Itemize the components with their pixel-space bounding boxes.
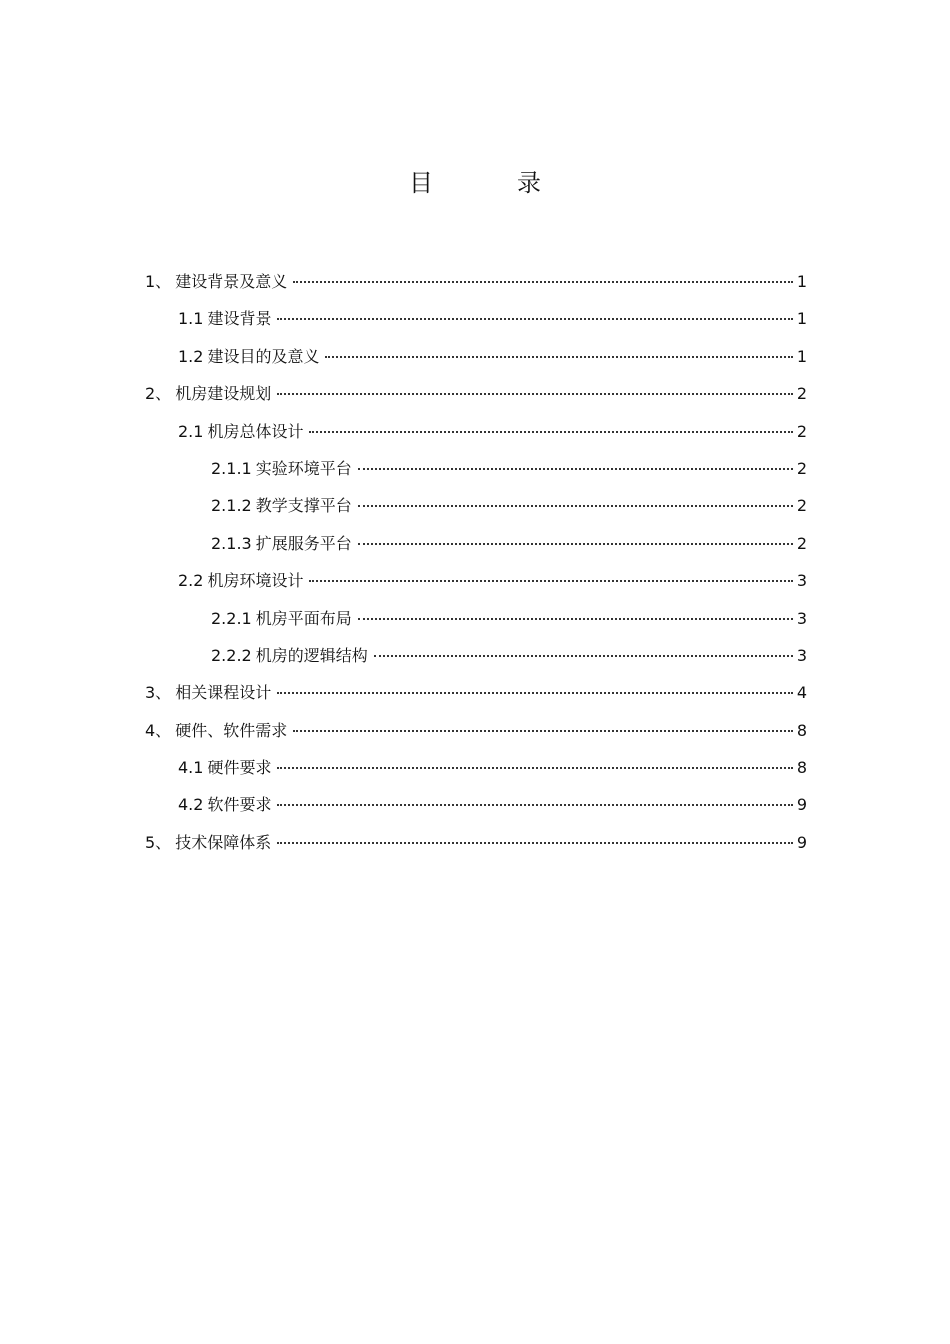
table-of-contents bbox=[145, 263, 807, 861]
toc-entry[interactable] bbox=[145, 487, 807, 524]
toc-entry-page: 3 bbox=[796, 608, 807, 628]
toc-entry-number: 1.1 bbox=[178, 309, 204, 329]
dot-leader bbox=[277, 804, 792, 806]
toc-entry-page: 8 bbox=[796, 720, 807, 740]
toc-entry-title: 实验环境平台 bbox=[255, 458, 352, 478]
toc-entry-page: 2 bbox=[796, 384, 807, 404]
toc-entry-number: 2.1.3 bbox=[211, 533, 252, 553]
toc-entry-number: 5、 bbox=[145, 832, 172, 852]
toc-entry-number: 2、 bbox=[145, 384, 172, 404]
dot-leader bbox=[358, 505, 793, 507]
toc-entry[interactable] bbox=[145, 525, 807, 562]
toc-entry-number: 4.2 bbox=[178, 795, 204, 815]
dot-leader bbox=[309, 580, 792, 582]
toc-entry-title: 机房总体设计 bbox=[207, 421, 304, 441]
toc-entry-page: 2 bbox=[796, 496, 807, 516]
toc-entry-page: 2 bbox=[796, 533, 807, 553]
toc-entry-page: 2 bbox=[796, 458, 807, 478]
dot-leader bbox=[277, 692, 793, 694]
toc-entry[interactable] bbox=[145, 562, 807, 599]
toc-entry-title: 机房建设规划 bbox=[175, 384, 272, 404]
toc-entry-title: 相关课程设计 bbox=[175, 683, 272, 703]
toc-entry[interactable] bbox=[145, 749, 807, 786]
toc-entry-title: 机房环境设计 bbox=[207, 571, 304, 591]
toc-entry-number: 1.2 bbox=[178, 346, 204, 366]
toc-entry-number: 2.1.2 bbox=[211, 496, 252, 516]
toc-entry-title: 建设背景及意义 bbox=[175, 272, 288, 291]
toc-entry[interactable] bbox=[145, 375, 807, 412]
toc-entry[interactable] bbox=[145, 263, 807, 300]
toc-entry-title: 建设背景 bbox=[207, 309, 272, 329]
toc-entry[interactable] bbox=[145, 300, 807, 337]
toc-entry-title: 建设目的及意义 bbox=[207, 346, 320, 366]
toc-entry-page: 4 bbox=[796, 683, 807, 703]
toc-entry-number: 2.1.1 bbox=[211, 458, 252, 478]
toc-entry[interactable] bbox=[145, 712, 807, 749]
dot-leader bbox=[277, 393, 793, 395]
toc-entry-page: 1 bbox=[796, 346, 807, 366]
toc-entry-number: 2.2.1 bbox=[211, 608, 252, 628]
toc-entry-title: 机房的逻辑结构 bbox=[255, 645, 368, 665]
toc-entry-title: 硬件要求 bbox=[207, 758, 272, 778]
toc-entry-number: 2.1 bbox=[178, 421, 204, 441]
dot-leader bbox=[374, 655, 793, 657]
toc-entry-page: 3 bbox=[796, 645, 807, 665]
toc-entry[interactable] bbox=[145, 338, 807, 375]
toc-entry[interactable] bbox=[145, 450, 807, 487]
toc-entry-number: 4、 bbox=[145, 720, 172, 740]
toc-entry-page: 1 bbox=[796, 272, 807, 291]
toc-entry-title: 硬件、软件需求 bbox=[175, 720, 288, 740]
toc-entry-number: 2.2 bbox=[178, 571, 204, 591]
toc-entry-number: 2.2.2 bbox=[211, 645, 252, 665]
dot-leader bbox=[277, 767, 792, 769]
toc-entry[interactable] bbox=[145, 786, 807, 823]
dot-leader bbox=[277, 318, 792, 320]
toc-entry-number: 1、 bbox=[145, 272, 172, 291]
toc-entry-title: 教学支撑平台 bbox=[255, 496, 352, 516]
toc-entry[interactable] bbox=[145, 637, 807, 674]
toc-entry[interactable] bbox=[145, 413, 807, 450]
toc-entry-title: 技术保障体系 bbox=[175, 832, 272, 852]
toc-entry[interactable] bbox=[145, 824, 807, 861]
toc-entry-page: 9 bbox=[796, 795, 807, 815]
dot-leader bbox=[358, 468, 793, 470]
toc-entry-page: 1 bbox=[796, 309, 807, 329]
toc-entry-page: 2 bbox=[796, 421, 807, 441]
page-title: 目 录 bbox=[409, 169, 571, 197]
dot-leader bbox=[277, 842, 793, 844]
toc-entry-title: 扩展服务平台 bbox=[255, 533, 352, 553]
toc-entry-page: 8 bbox=[796, 758, 807, 778]
toc-entry-title: 软件要求 bbox=[207, 795, 272, 815]
toc-entry-number: 4.1 bbox=[178, 758, 204, 778]
dot-leader bbox=[293, 730, 793, 732]
dot-leader bbox=[309, 431, 792, 433]
dot-leader bbox=[358, 543, 793, 545]
toc-entry[interactable] bbox=[145, 600, 807, 637]
dot-leader bbox=[293, 281, 793, 283]
toc-entry-title: 机房平面布局 bbox=[255, 608, 352, 628]
toc-entry[interactable] bbox=[145, 674, 807, 711]
toc-entry-number: 3、 bbox=[145, 683, 172, 703]
toc-entry-page: 9 bbox=[796, 832, 807, 852]
dot-leader bbox=[358, 618, 793, 620]
dot-leader bbox=[325, 356, 792, 358]
toc-entry-page: 3 bbox=[796, 571, 807, 591]
